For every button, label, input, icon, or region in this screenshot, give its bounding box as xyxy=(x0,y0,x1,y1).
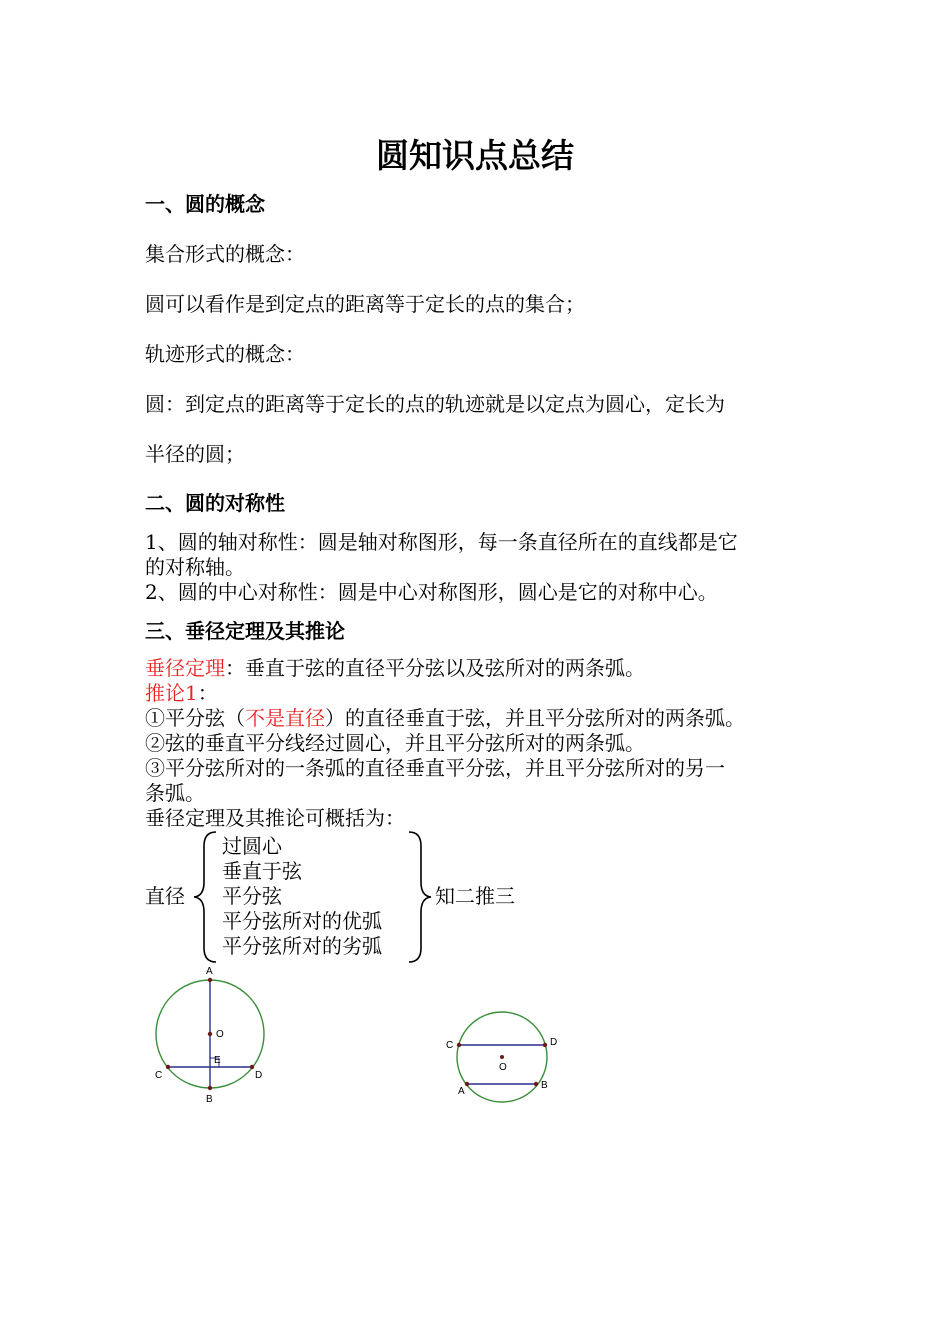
label-e: E xyxy=(214,1055,221,1066)
brace-item: 过圆心 xyxy=(222,834,282,858)
paragraph: 轨迹形式的概念： xyxy=(145,342,305,366)
list-item: 2、圆的中心对称性：圆是中心对称图形，圆心是它的对称中心。 xyxy=(145,580,718,604)
label-d: D xyxy=(550,1037,558,1048)
paragraph: 半径的圆； xyxy=(145,442,245,466)
brace-item: 平分弦所对的优弧 xyxy=(222,909,382,933)
figure-perpendicular-diameter xyxy=(145,962,280,1112)
brace-item: 垂直于弦 xyxy=(222,859,302,883)
corollary-item-3: ③平分弦所对的一条弧的直径垂直平分弦，并且平分弦所对的另一 xyxy=(145,756,725,780)
label-b: B xyxy=(541,1080,548,1091)
point-b xyxy=(208,1086,212,1090)
list-item: 1、圆的轴对称性：圆是轴对称图形，每一条直径所在的直线都是它 xyxy=(145,530,738,554)
brace-item: 平分弦所对的劣弧 xyxy=(222,934,382,958)
text: ①平分弦（ xyxy=(145,706,245,730)
point-d xyxy=(543,1043,547,1047)
not-diameter-note: 不是直径 xyxy=(245,706,325,730)
label-c: C xyxy=(446,1040,454,1051)
point-b xyxy=(534,1082,538,1086)
label-a: A xyxy=(206,966,213,977)
label-a: A xyxy=(458,1086,465,1097)
label-b: B xyxy=(206,1094,213,1105)
section-heading-theorem: 三、垂径定理及其推论 xyxy=(145,619,345,643)
point-o xyxy=(208,1032,212,1036)
theorem-line xyxy=(145,652,645,681)
point-c xyxy=(166,1065,170,1069)
brace-left-label: 直径 xyxy=(145,884,185,908)
corollary-item-3-cont: 条弧。 xyxy=(145,781,205,805)
right-brace-icon xyxy=(405,830,435,964)
point-a xyxy=(208,978,212,982)
section-heading-symmetry: 二、圆的对称性 xyxy=(145,491,285,515)
corollary-colon: ： xyxy=(197,681,218,705)
paragraph: 圆可以看作是到定点的距离等于定长的点的集合； xyxy=(145,292,585,316)
theorem-text: ：垂直于弦的直径平分弦以及弦所对的两条弧。 xyxy=(225,656,645,680)
point-o xyxy=(500,1055,504,1059)
corollary-item-2: ②弦的垂直平分线经过圆心，并且平分弦所对的两条弧。 xyxy=(145,731,645,755)
paragraph: 集合形式的概念： xyxy=(145,242,305,266)
brace-right-label: 知二推三 xyxy=(435,884,515,908)
label-d: D xyxy=(255,1070,263,1081)
corollary-label: 推论1 xyxy=(145,681,198,705)
summary-line: 垂径定理及其推论可概括为： xyxy=(145,806,405,830)
label-o: O xyxy=(499,1062,507,1073)
label-c: C xyxy=(155,1070,163,1081)
section-heading-concept: 一、圆的概念 xyxy=(145,192,265,216)
point-c xyxy=(457,1043,461,1047)
paragraph: 圆：到定点的距离等于定长的点的轨迹就是以定点为圆心，定长为 xyxy=(145,392,725,416)
left-brace-icon xyxy=(190,830,220,964)
point-a xyxy=(465,1082,469,1086)
theorem-label: 垂径定理 xyxy=(145,656,225,680)
point-d xyxy=(250,1065,254,1069)
figure-parallel-chords xyxy=(440,1010,570,1110)
brace-item: 平分弦 xyxy=(222,884,282,908)
list-item: 的对称轴。 xyxy=(145,555,245,579)
page-title: 圆知识点总结 xyxy=(376,136,574,175)
label-o: O xyxy=(216,1029,224,1040)
text: ）的直径垂直于弦，并且平分弦所对的两条弧。 xyxy=(325,706,745,730)
